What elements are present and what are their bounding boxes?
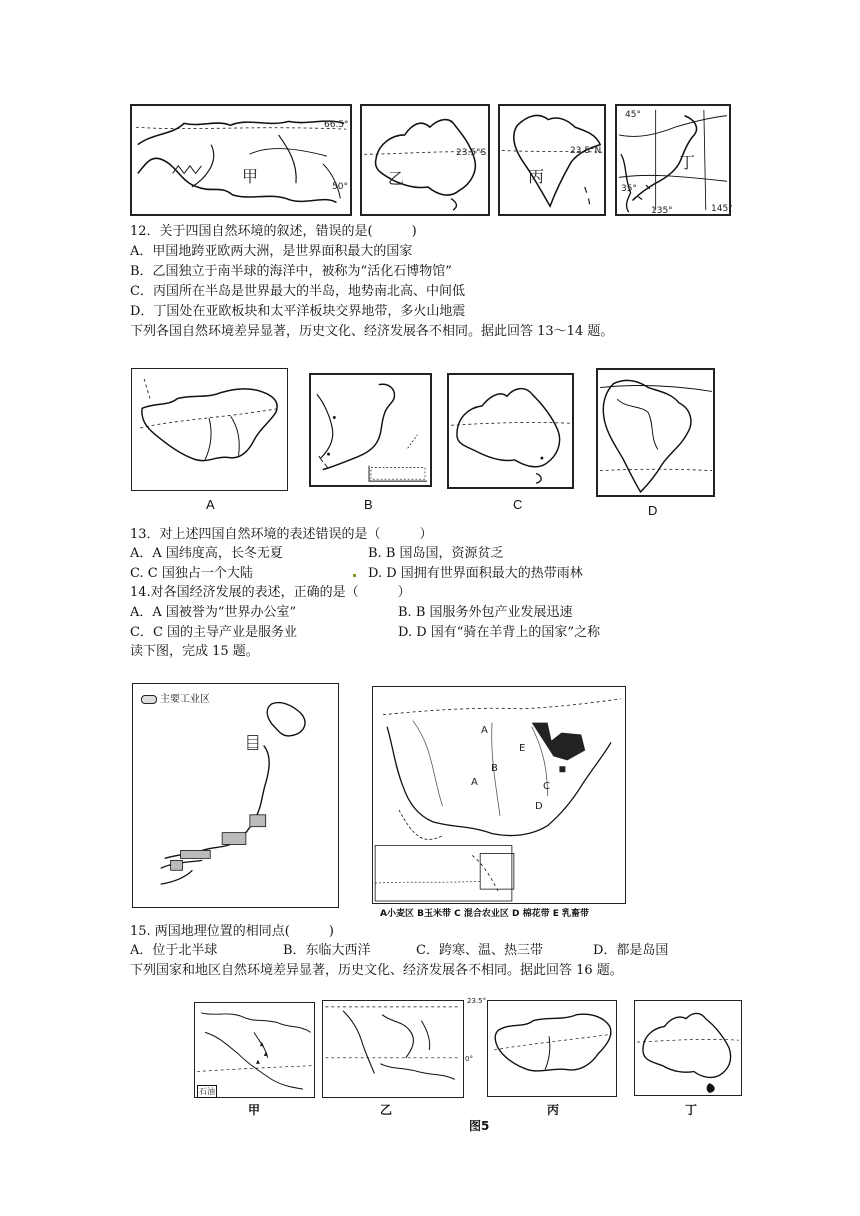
question-14-option-c: C．C 国的主导产业是服务业 (130, 625, 298, 640)
map-australia-ding (634, 1000, 742, 1096)
russia-bing-outline (488, 1001, 616, 1096)
question-12-stem: 12．关于四国自然环境的叙述，错误的是( ) (130, 224, 417, 239)
lat-label: 23.5° (467, 997, 487, 1005)
question-15-stem: 15. 两国地理位置的相同点( ) (130, 924, 334, 939)
map-label-bing-4: 丙 (547, 1103, 560, 1117)
lat-label: 66.5° (324, 120, 349, 130)
map-russia-jia (130, 104, 352, 216)
map-japan-ding (615, 104, 731, 216)
map-label-c: C (513, 497, 523, 512)
middle-east-outline (195, 1003, 314, 1097)
map-australia-yi (360, 104, 490, 216)
question-13-option-a: A．A 国纬度高，长冬无夏 (130, 546, 283, 561)
lon-label: 135° (651, 206, 673, 216)
map-brazil-d (596, 368, 715, 497)
map-label-ding: 丁 (679, 153, 696, 172)
region-label-b: B (491, 763, 498, 774)
question-15-option-c: C．跨寒、温、热三带 (416, 943, 543, 958)
map-se-asia-yi (322, 997, 487, 1098)
australia-c-outline (449, 375, 572, 487)
japan-b-outline (311, 375, 430, 485)
map-japan-industry (132, 683, 339, 908)
map-label-jia: 甲 (242, 167, 259, 186)
intro-16: 下列国家和地区自然环境差异显著，历史文化、经济发展各不相同。据此回答 16 题。 (130, 963, 623, 978)
stray-mark (353, 574, 356, 577)
question-15-option-b: B．东临大西洋 (283, 943, 371, 958)
map-label-yi: 乙 (388, 169, 405, 188)
region-label-a: A (481, 725, 488, 736)
lon-label: 145° (711, 204, 733, 214)
usa-map-caption: A小麦区 B玉米带 C 混合农业区 D 棉花带 E 乳畜带 (380, 909, 589, 919)
question-12-option-c: C．丙国所在半岛是世界最大的半岛，地势南北高、中间低 (130, 284, 465, 299)
question-13-option-d: D. D 国拥有世界面积最大的热带雨林 (368, 566, 583, 581)
lat-label: 35° (621, 184, 637, 194)
region-label-d: D (535, 801, 543, 812)
question-12-option-d: D．丁国处在亚欧板块和太平洋板块交界地带，多火山地震 (130, 304, 466, 319)
lat-label: 45° (625, 110, 641, 120)
lat-label: 50° (332, 182, 348, 192)
question-14-option-d: D. D 国有“骑在羊背上的国家”之称 (398, 625, 601, 640)
question-13-stem: 13．对上述四国自然环境的表述错误的是（ ） (130, 527, 433, 542)
oil-label: 石油 (199, 1087, 215, 1096)
map-india-bing (498, 104, 606, 216)
question-14-option-b: B. B 国服务外包产业发展迅速 (398, 605, 573, 620)
intro-13-14: 下列各国自然环境差异显著，历史文化、经济发展各不相同。据此回答 13～14 题。 (130, 324, 614, 339)
australia-outline (362, 106, 488, 214)
map-label-a: A (206, 497, 215, 512)
region-label-e: E (519, 743, 526, 754)
usa-agriculture-outline (373, 687, 625, 903)
question-12-option-a: A．甲国地跨亚欧两大洲，是世界面积最大的国家 (130, 244, 413, 259)
intro-15: 读下图，完成 15 题。 (130, 644, 259, 659)
lat-label: 23.5°S (456, 148, 487, 158)
region-label-a2: A (471, 777, 478, 788)
figure-caption: 图5 (469, 1119, 490, 1133)
map-label-b: B (364, 497, 373, 512)
legend-label: 主要工业区 (160, 694, 210, 705)
map-usa-agriculture (372, 686, 626, 904)
map-label-ding-4: 丁 (685, 1103, 698, 1117)
russia-outline (132, 106, 350, 214)
question-14-option-a: A．A 国被誉为”世界办公室” (130, 605, 297, 620)
question-12-option-b: B．乙国独立于南半球的海洋中，被称为“活化石博物馆” (130, 264, 452, 279)
japan-industry-outline (133, 684, 338, 907)
question-13-option-b: B. B 国岛国，资源贫乏 (368, 546, 504, 561)
japan-outline (617, 106, 729, 214)
map-australia-c (447, 373, 574, 489)
lat-label: 23.5°N (570, 146, 602, 156)
question-13-option-c: C. C 国独占一个大陆 (130, 566, 253, 581)
map-label-bing: 丙 (528, 167, 545, 186)
map-label-d: D (648, 503, 658, 518)
se-asia-outline (323, 1001, 463, 1097)
map-russia-bing (487, 1000, 617, 1097)
australia-ding-outline (635, 1001, 741, 1095)
map-label-jia-4: 甲 (248, 1103, 261, 1117)
brazil-d-outline (598, 370, 713, 495)
lat-label: 0° (465, 1055, 473, 1063)
question-15-option-d: D．都是岛国 (593, 943, 669, 958)
india-outline (500, 106, 604, 214)
map-russia-a (131, 368, 288, 491)
map-middle-east-jia (194, 1002, 315, 1098)
question-15-option-a: A．位于北半球 (130, 943, 218, 958)
region-label-c: C (543, 781, 550, 792)
question-14-stem: 14.对各国经济发展的表述，正确的是（ ） (130, 585, 411, 600)
map-label-yi-4: 乙 (380, 1103, 393, 1117)
russia-a-outline (132, 369, 287, 490)
map-japan-b (309, 373, 432, 487)
